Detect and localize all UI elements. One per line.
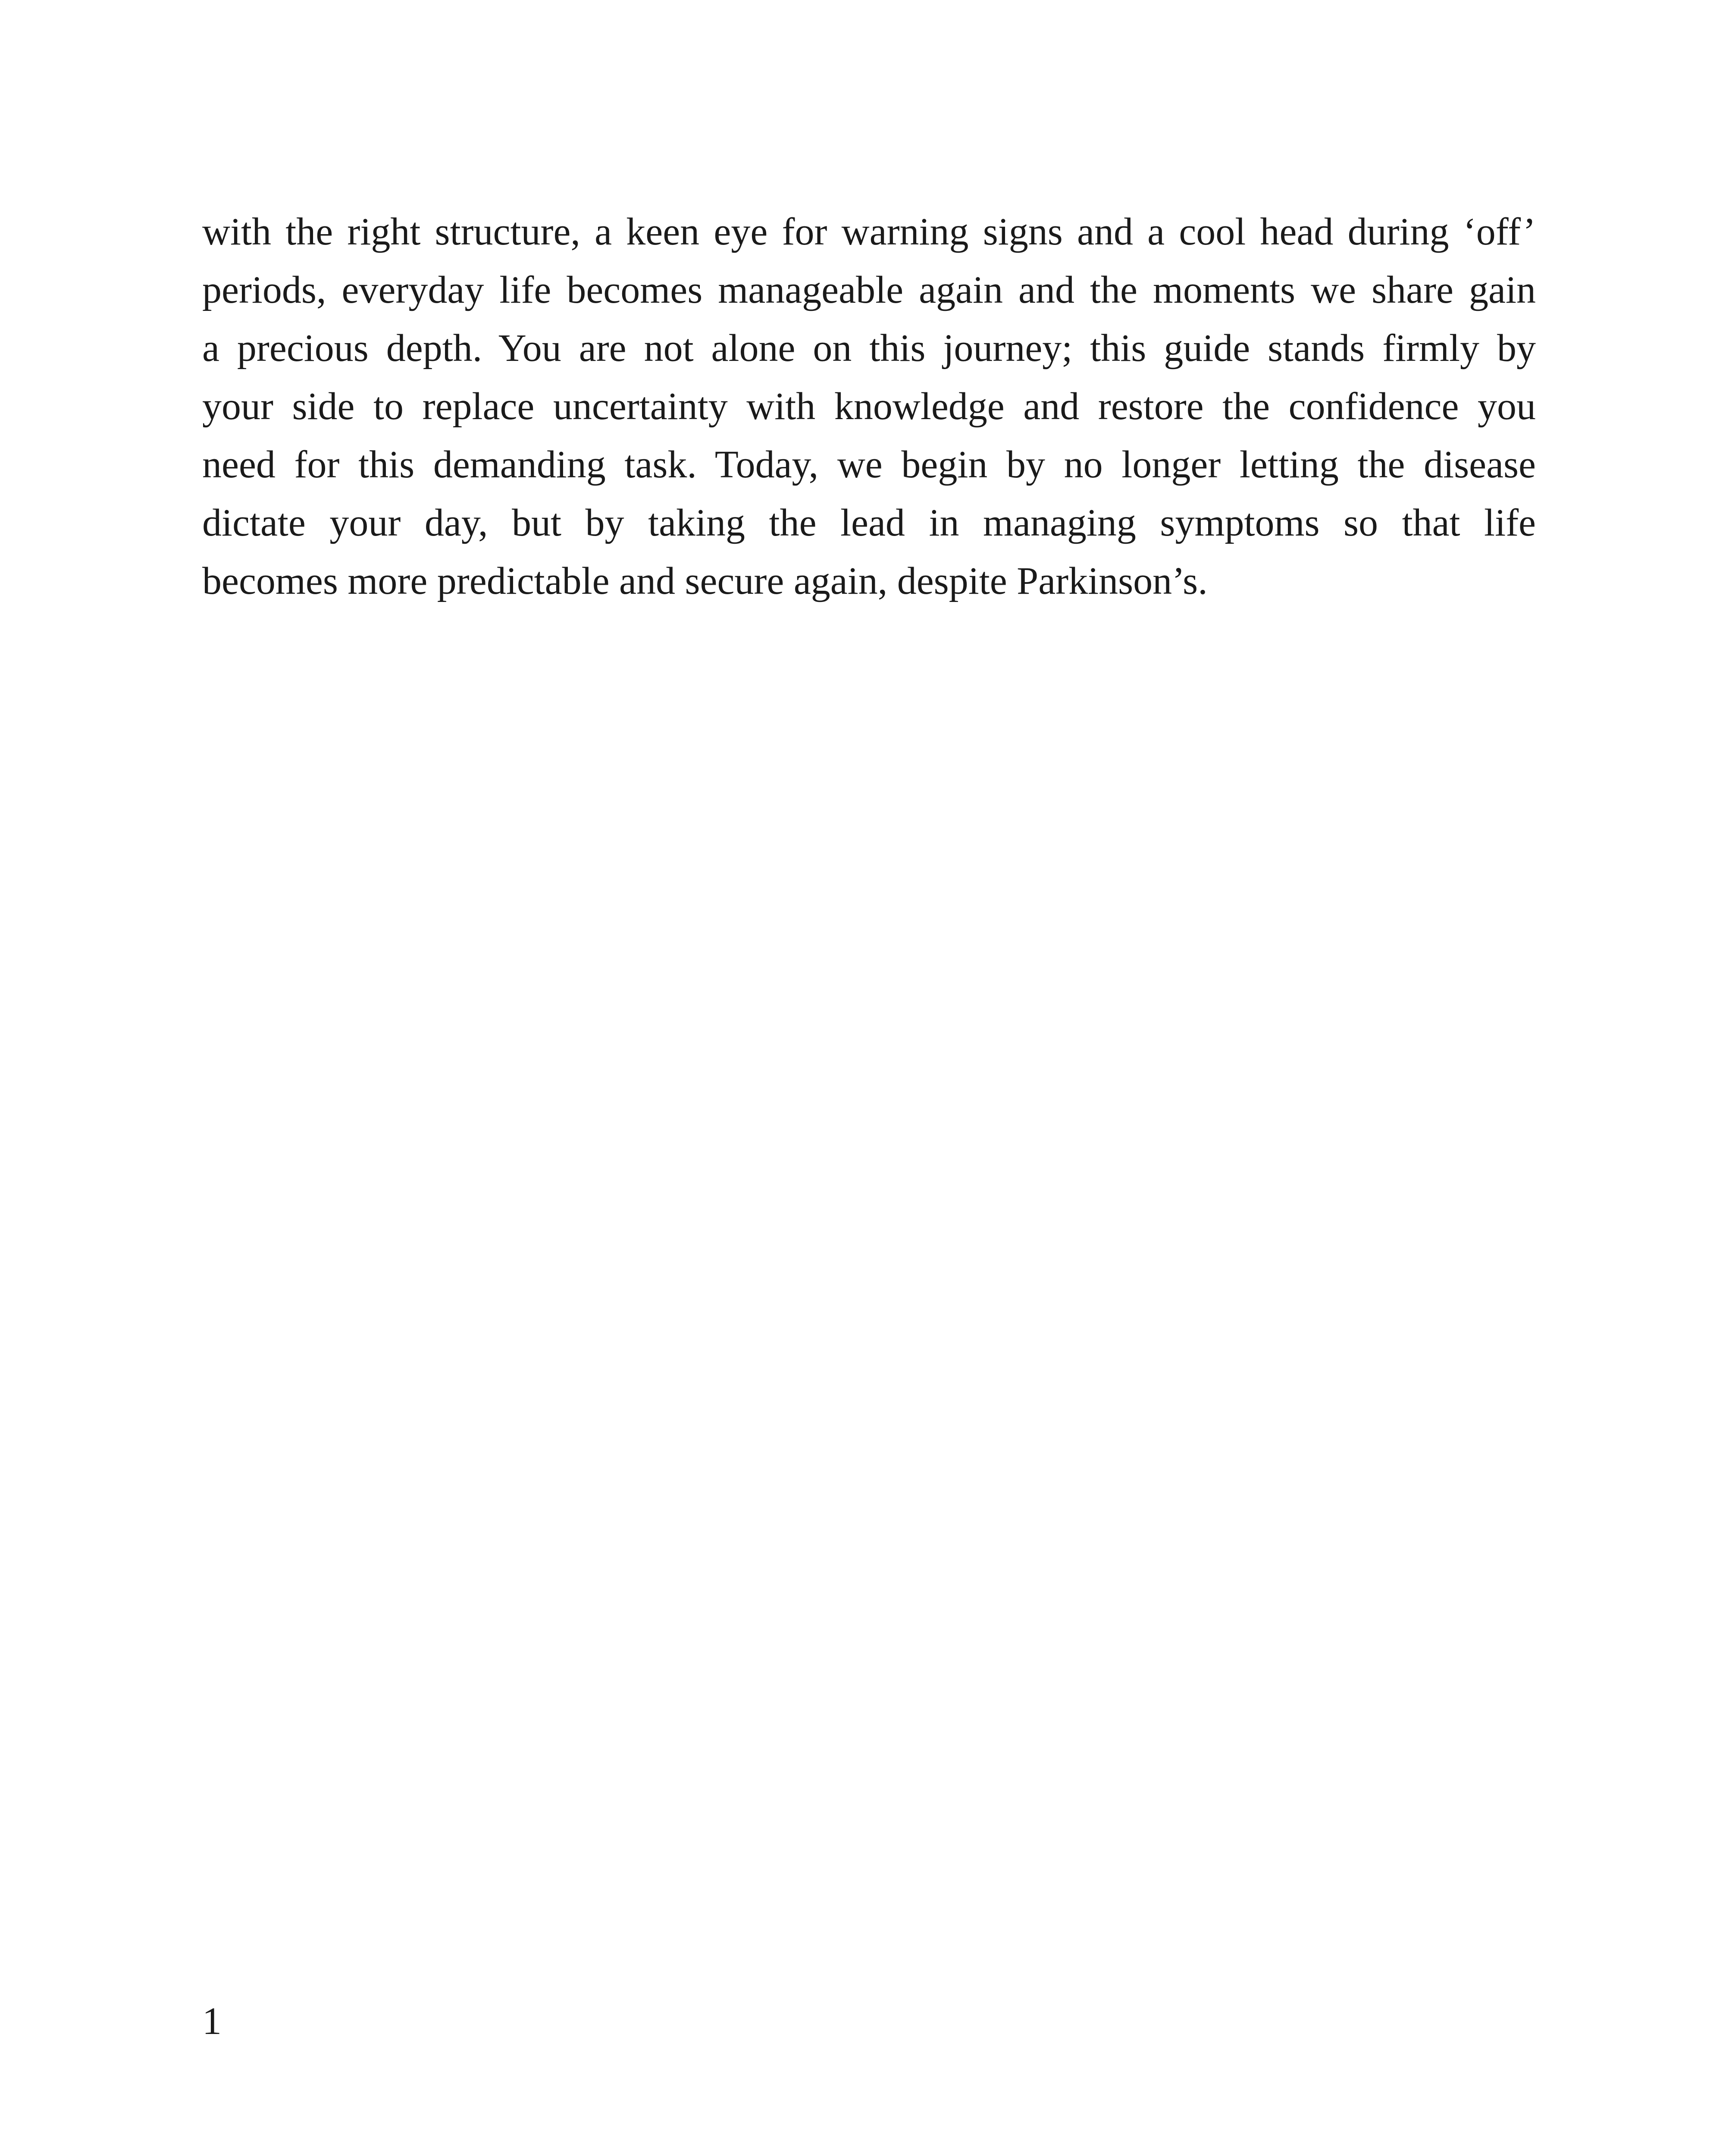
paragraph-line: dictate your day, but by taking the lead in managing symptoms so that life [202,501,1536,544]
paragraph-line: your side to replace uncertainty with knowledge and restore the confidence you [202,385,1536,428]
page-number: 1 [202,2000,222,2043]
paragraph-line: need for this demanding task. Today, we begin by no longer letting the disease [202,443,1536,486]
paragraph-line: periods, everyday life becomes manageable again and the moments we share gain [202,269,1536,311]
paragraph-line: becomes more predictable and secure again, despite Parkinson’s. [202,560,1208,602]
paragraph-line: a precious depth. You are not alone on this journey; this guide stands firmly by [202,327,1536,370]
paragraph-line: with the right structure, a keen eye for warning signs and a cool head during ‘off’ [202,210,1536,253]
body-paragraph [202,203,1536,610]
